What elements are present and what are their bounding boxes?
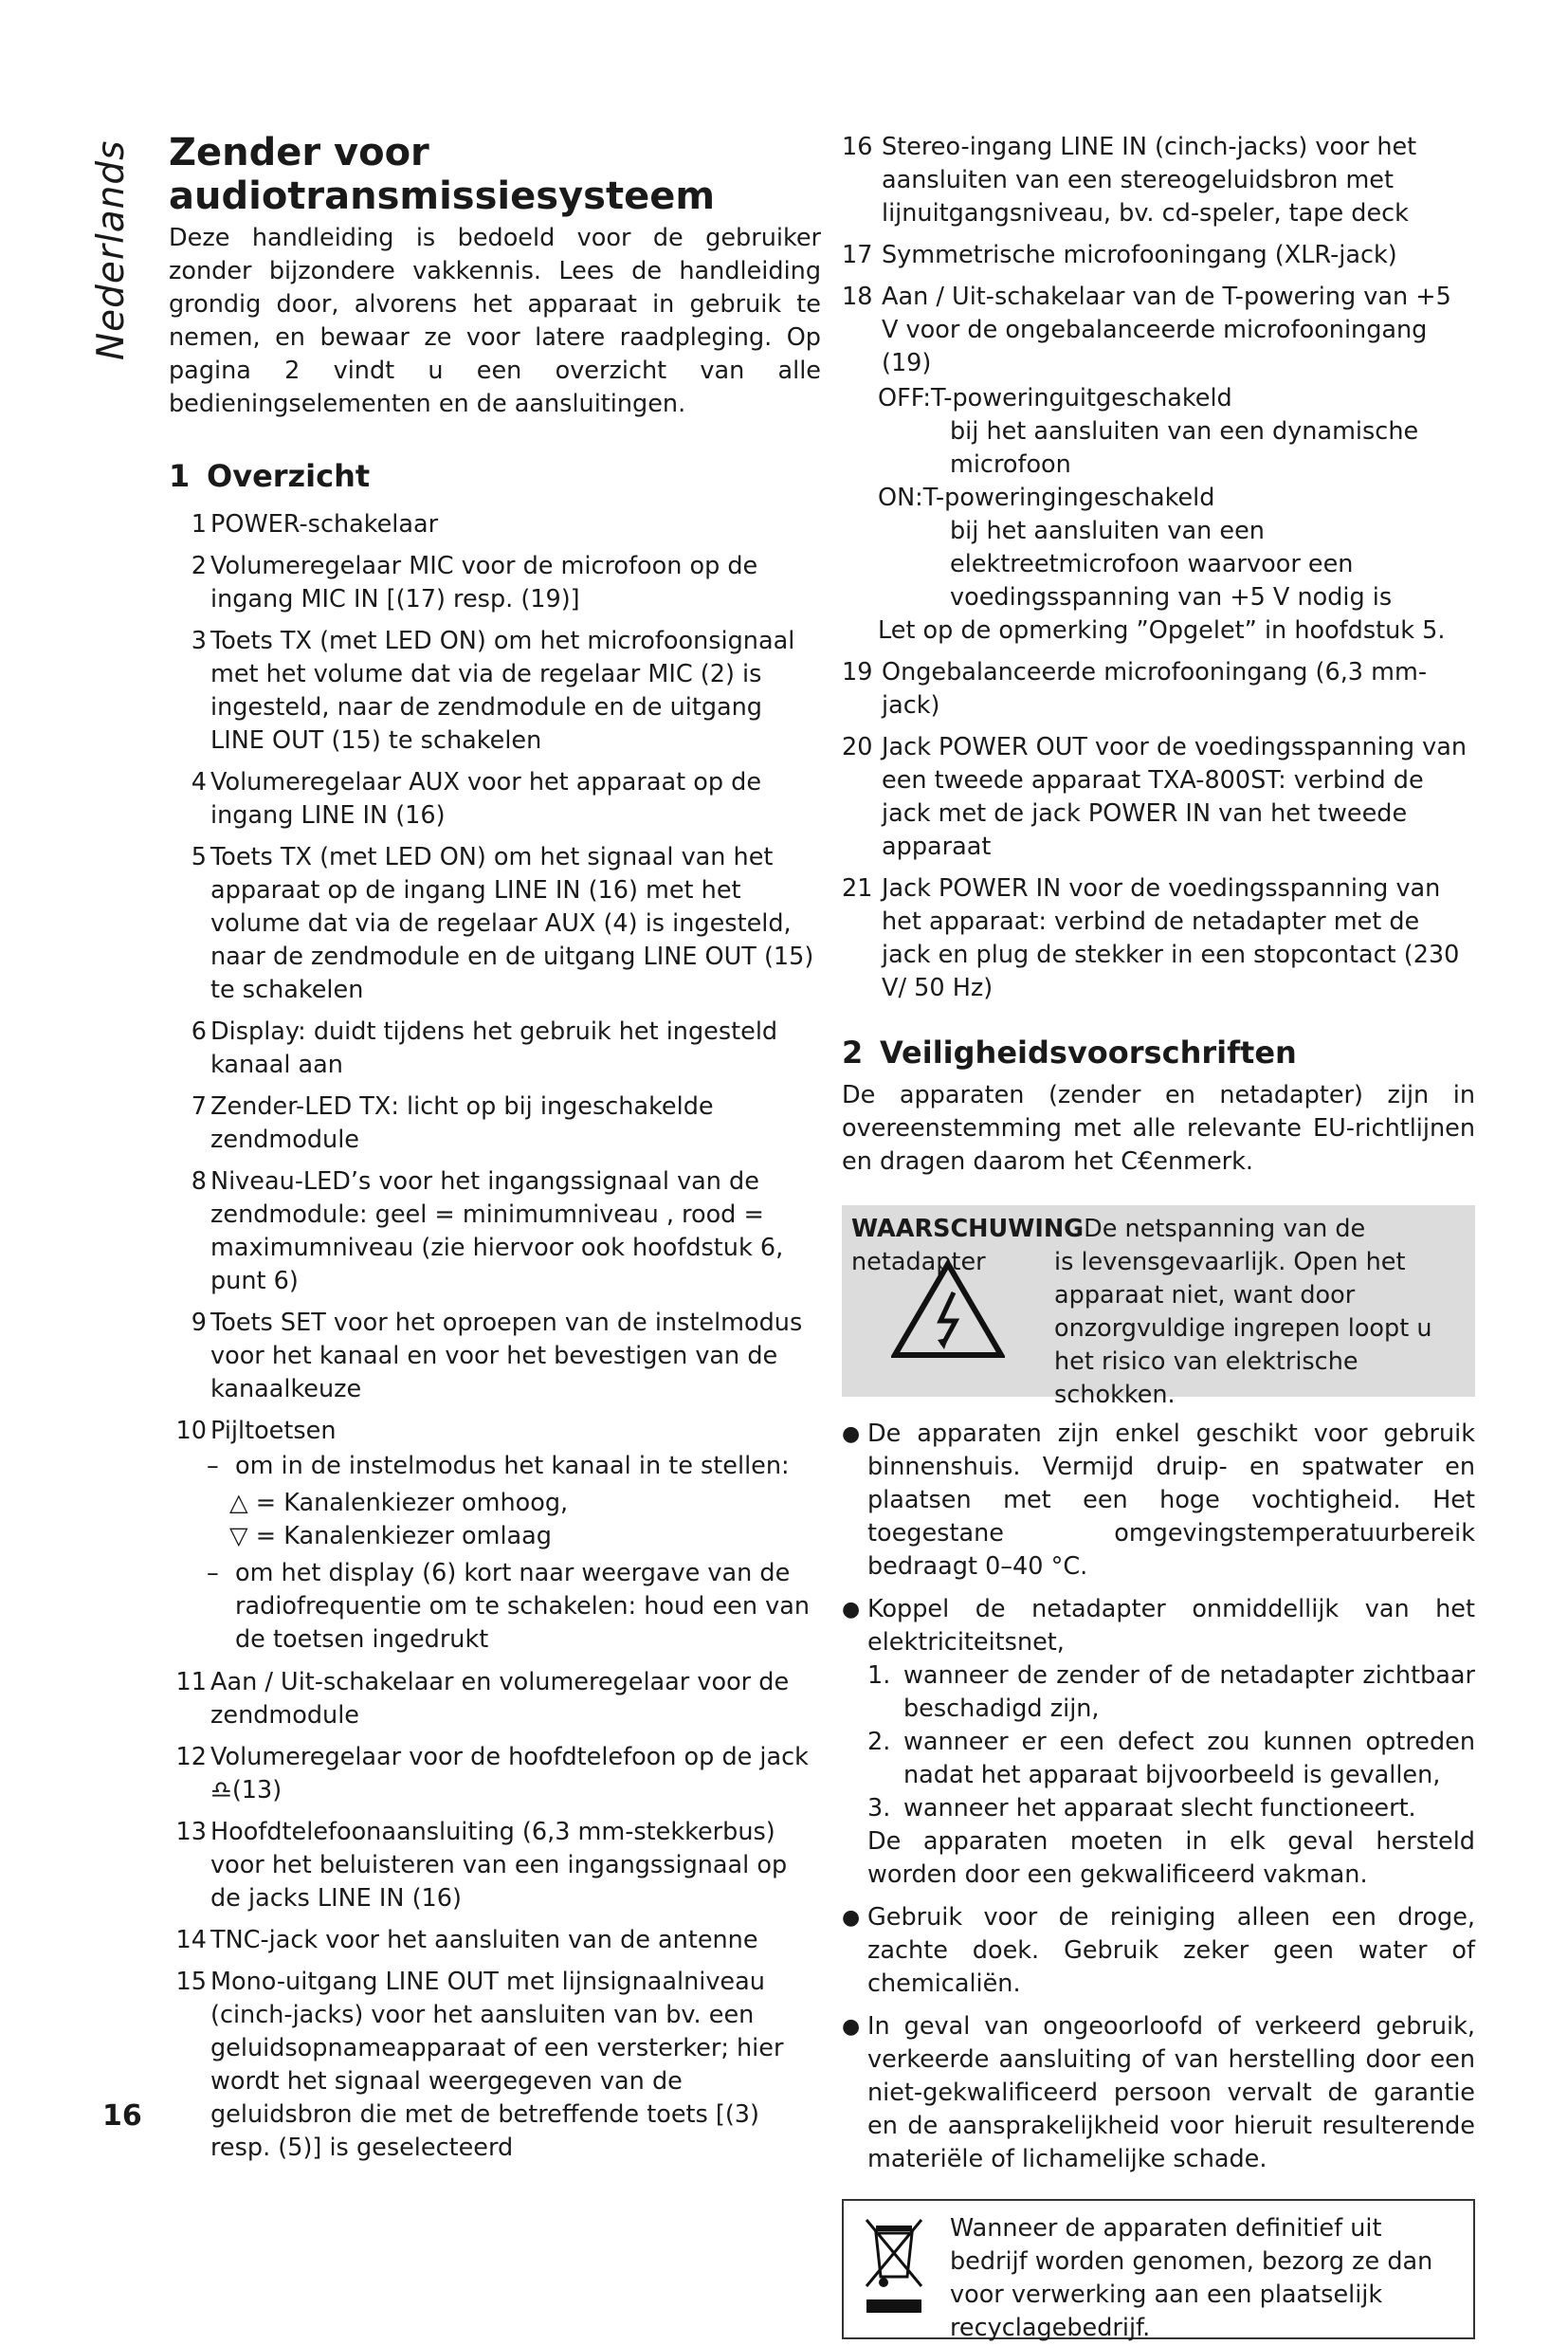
item-number: 10 — [175, 1417, 207, 1445]
section-2-number: 2 — [842, 1035, 864, 1071]
item-number: 16 — [842, 133, 873, 161]
item-number: 14 — [175, 1926, 207, 1954]
warning-text: is levensgevaarlijk. Open het apparaat niet, want door onzorgvuldige ingrepen loopt u het risico van elektrische schokken. — [1054, 1248, 1432, 1409]
item-number: 17 — [842, 241, 873, 269]
enum-item — [867, 1792, 1475, 1825]
arrow-up-line: △ = Kanalenkiezer omhoog, — [229, 1489, 569, 1517]
safety-bullet: ● Koppel de netadapter onmiddellijk van het elektriciteitsnet, 1. wanneer de zender of de netadapter zichtbaar beschadigd zijn, 2. wanneer er een defect zou kunnen optreden nadat het apparaat bijvoorbeeld is gevallen, 3. wanneer het apparaat slecht functioneert. De apparaten moeten in elk geval hersteld worden door een gekwalificeerd vakman. — [842, 1593, 1475, 1892]
intro-paragraph: Deze handleiding is bedoeld voor de gebruiker zonder bijzondere vakkennis. Lees de handleiding grondig door, alvorens het apparaat in gebruik te nemen, en bewaar ze voor latere raadpleging. Op pagina 2 vindt u een overzicht van alle bedieningselementen en de aansluitingen. — [169, 224, 821, 418]
list-item — [169, 841, 821, 1007]
item-text: Hoofdtelefoonaansluiting (6,3 mm-stekkerbus) voor het beluisteren van een ingangssignaal op de jacks LINE IN (16) — [210, 1818, 788, 1913]
safety-bullet: ● Gebruik voor de reiniging alleen een droge, zachte doek. Gebruik zeker geen water of chemicaliën. — [842, 1901, 1475, 2001]
crossed-out-wheelie-bin-icon — [863, 2216, 925, 2317]
arrow-down-line: ▽ = Kanalenkiezer omlaag — [229, 1522, 552, 1550]
item-number: 3 — [191, 627, 207, 655]
dash-text: om het display (6) kort naar weergave van de radiofrequentie om te schakelen: houd een van de toetsen ingedrukt — [235, 1559, 810, 1654]
list-item — [169, 1924, 821, 1957]
section-1-title: Overzicht — [207, 458, 371, 494]
recycle-notice-box — [842, 2199, 1475, 2342]
item-text: Stereo-ingang LINE IN (cinch-jacks) voor het aansluiten van een stereogeluidsbron met lijnuitgangsniveau, bv. cd-speler, tape deck — [882, 133, 1417, 228]
safety-bullet: ● De apparaten zijn enkel geschikt voor gebruik binnenshuis. Vermijd druip- en spatwater en plaatsen met een hoge vochtigheid. Het toegestane omgevingstemperatuurbereik bedraagt 0–40 °C. — [842, 1418, 1475, 1584]
section-1-heading — [169, 457, 821, 495]
list-item — [169, 1165, 821, 1298]
item-text: Volumeregelaar voor de hoofdtelefoon op de jack ♎(13) — [210, 1743, 809, 1805]
t-power-off-text: bij het aansluiten van een dynamische microfoon — [950, 417, 1419, 479]
list-item — [169, 508, 821, 541]
item-text: Volumeregelaar AUX voor het apparaat op de ingang LINE IN (16) — [210, 768, 762, 830]
item-text: Mono-uitgang LINE OUT met lijnsignaalniveau (cinch-jacks) voor het aansluiten van bv. een geluidsopnameapparaat of een versterker; hier wordt het signaal weergegeven van de geluidsbron die met de betreffende toets [(3) resp. (5)] is geselecteerd — [210, 1968, 784, 2162]
item-number: 21 — [842, 874, 873, 903]
item-text: Ongebalanceerde microfooningang (6,3 mm-jack) — [882, 658, 1428, 720]
left-column — [169, 131, 821, 2173]
list-item — [842, 656, 1475, 723]
item-number: 7 — [191, 1092, 207, 1121]
list-item — [169, 1816, 821, 1915]
item-text: Toets TX (met LED ON) om het microfoonsignaal met het volume dat via de regelaar MIC (2) is ingesteld, naar de zendmodule en de uitgang LINE OUT (15) te schakelen — [210, 627, 795, 755]
page-title — [169, 131, 821, 218]
list-item — [842, 131, 1475, 230]
item-number: 13 — [175, 1818, 207, 1846]
item-number: 20 — [842, 733, 873, 761]
opgelet-note: Let op de opmerking ”Opgelet” in hoofdstuk 5. — [878, 616, 1446, 645]
item-text: Aan / Uit-schakelaar en volumeregelaar voor de zendmodule — [210, 1668, 790, 1730]
item-text: Jack POWER OUT voor de voedingsspanning van een tweede apparaat TXA-800ST: verbind de jack met de jack POWER IN van het tweede apparaat — [882, 733, 1468, 861]
enum-text: wanneer de zender of de netadapter zichtbaar beschadigd zijn, — [903, 1661, 1475, 1723]
list-item — [842, 281, 1475, 380]
warning-box — [842, 1205, 1475, 1409]
item-number: 15 — [175, 1968, 207, 1996]
item-number: 1 — [191, 510, 207, 539]
warning-label: WAARSCHUWING — [851, 1215, 1085, 1243]
high-voltage-warning-icon — [891, 1260, 1005, 1359]
enum-item — [867, 1659, 1475, 1726]
item-number: 6 — [191, 1017, 207, 1046]
bullet-text: Gebruik voor de reiniging alleen een droge, zachte doek. Gebruik zeker geen water of chemicaliën. — [867, 1903, 1475, 1998]
enum-text: wanneer het apparaat slecht functioneert. — [903, 1794, 1416, 1823]
bullet-text: Koppel de netadapter onmiddellijk van het elektriciteitsnet, — [867, 1595, 1475, 1657]
item-number: 5 — [191, 843, 207, 871]
section-2-intro: De apparaten (zender en netadapter) zijn in overeenstemming met alle relevante EU-richtlijnen en dragen daarom het C€enmerk. — [842, 1081, 1475, 1176]
list-item — [169, 625, 821, 758]
enum-text: wanneer er een defect zou kunnen optreden nadat het apparaat bijvoorbeeld is gevallen, — [903, 1728, 1475, 1789]
dash-item: – om in de instelmodus het kanaal in te stellen: — [169, 1450, 821, 1483]
enum-item — [867, 1726, 1475, 1792]
section-1-number: 1 — [169, 458, 191, 494]
list-item — [842, 239, 1475, 272]
item-text: Jack POWER IN voor de voedingsspanning van het apparaat: verbind de netadapter met de jack en plug de stekker in een stopcontact (230 V/ 50 Hz) — [882, 874, 1460, 1002]
item-number: 4 — [191, 768, 207, 797]
page-number: 16 — [102, 2099, 142, 2133]
title-line2: audiotransmissiesysteem — [169, 174, 716, 218]
item-number: 9 — [191, 1309, 207, 1337]
item-number: 11 — [175, 1668, 207, 1696]
dash-item: – om het display (6) kort naar weergave van de radiofrequentie om te schakelen: houd een van de toetsen ingedrukt — [169, 1557, 821, 1657]
item-text: Toets TX (met LED ON) om het signaal van het apparaat op de ingang LINE IN (16) met het volume dat via de regelaar AUX (4) is ingesteld, naar de zendmodule en de uitgang LINE OUT (15) te schakelen — [210, 843, 814, 1004]
item-number: 2 — [191, 552, 207, 580]
list-item — [169, 1016, 821, 1082]
enum-number: 2. — [867, 1728, 891, 1756]
list-item — [169, 1966, 821, 2165]
item-text: Toets SET voor het oproepen van de instelmodus voor het kanaal en voor het bevestigen van de kanaalkeuze — [210, 1309, 803, 1403]
language-side-label: Nederlands — [90, 139, 133, 360]
overview-list — [169, 508, 821, 2165]
safety-bullet: ● In geval van ongeoorloofd of verkeerd gebruik, verkeerde aansluiting of van herstelling door een niet-gekwalificeerd persoon vervalt de garantie en de aansprakelijkheid voor hieruit resulterende materiële of lichamelijke schade. — [842, 2010, 1475, 2176]
item-text: Symmetrische microfooningang (XLR-jack) — [882, 241, 1397, 269]
item-number: 12 — [175, 1743, 207, 1771]
item-text: TNC-jack voor het aansluiten van de antenne — [210, 1926, 758, 1954]
warning-first-line: De netspanning van de netadapter — [851, 1215, 1366, 1276]
item-text: Volumeregelaar MIC voor de microfoon op de ingang MIC IN [(17) resp. (19)] — [210, 552, 758, 614]
title-line1: Zender voor — [169, 131, 429, 174]
list-item-10 — [169, 1415, 821, 1448]
section-2-heading — [842, 1034, 1475, 1072]
bullet-tail-text: De apparaten moeten in elk geval hersteld worden door een gekwalificeerd vakman. — [867, 1827, 1475, 1889]
bullet-text: In geval van ongeoorloofd of verkeerd gebruik, verkeerde aansluiting of van herstelling door een niet-gekwalificeerd persoon vervalt de garantie en de aansprakelijkheid voor hieruit resulterende materiële of lichamelijke schade. — [867, 2012, 1475, 2173]
item-text: Zender-LED TX: licht op bij ingeschakelde zendmodule — [210, 1092, 714, 1154]
item-number: 8 — [191, 1167, 207, 1196]
list-item — [169, 1741, 821, 1807]
list-item — [842, 731, 1475, 864]
t-power-on-label: ON:T-poweringingeschakeld — [878, 484, 1215, 512]
list-item — [169, 1090, 821, 1157]
t-power-off-label: OFF:T-poweringuitgeschakeld — [878, 384, 1232, 412]
list-item — [842, 872, 1475, 1005]
enum-number: 1. — [867, 1661, 891, 1690]
item-number: 18 — [842, 283, 873, 311]
item-text: Pijltoetsen — [210, 1417, 337, 1445]
item-text: Niveau-LED’s voor het ingangssignaal van de zendmodule: geel = minimumniveau , rood = maximumniveau (zie hiervoor ook hoofdstuk 6, punt 6) — [210, 1167, 784, 1295]
right-column — [842, 131, 1475, 2342]
bullet-text: De apparaten zijn enkel geschikt voor gebruik binnenshuis. Vermijd druip- en spatwater en plaatsen met een hoge vochtigheid. Het toegestane omgevingstemperatuurbereik bedraagt 0–40 °C. — [867, 1420, 1475, 1581]
item-number: 19 — [842, 658, 873, 687]
enum-number: 3. — [867, 1794, 891, 1823]
item-text: Aan / Uit-schakelaar van de T-powering van +5 V voor de ongebalanceerde microfooningang (19) — [882, 283, 1451, 377]
list-item — [169, 1307, 821, 1406]
list-item — [169, 766, 821, 833]
item-text: POWER-schakelaar — [210, 510, 439, 539]
dash-text: om in de instelmodus het kanaal in te stellen: — [235, 1452, 790, 1480]
item-text: Display: duidt tijdens het gebruik het ingesteld kanaal aan — [210, 1017, 778, 1079]
list-item — [169, 550, 821, 616]
recycle-text: Wanneer de apparaten definitief uit bedrijf worden genomen, bezorg ze dan voor verwerking aan een plaatselijk recyclagebedrijf. — [950, 2214, 1433, 2342]
t-power-on-text: bij het aansluiten van een elektreetmicrofoon waarvoor een voedingsspanning van +5 V nodig is — [950, 517, 1393, 612]
section-2-title: Veiligheidsvoorschriften — [880, 1035, 1297, 1071]
list-item — [169, 1666, 821, 1732]
